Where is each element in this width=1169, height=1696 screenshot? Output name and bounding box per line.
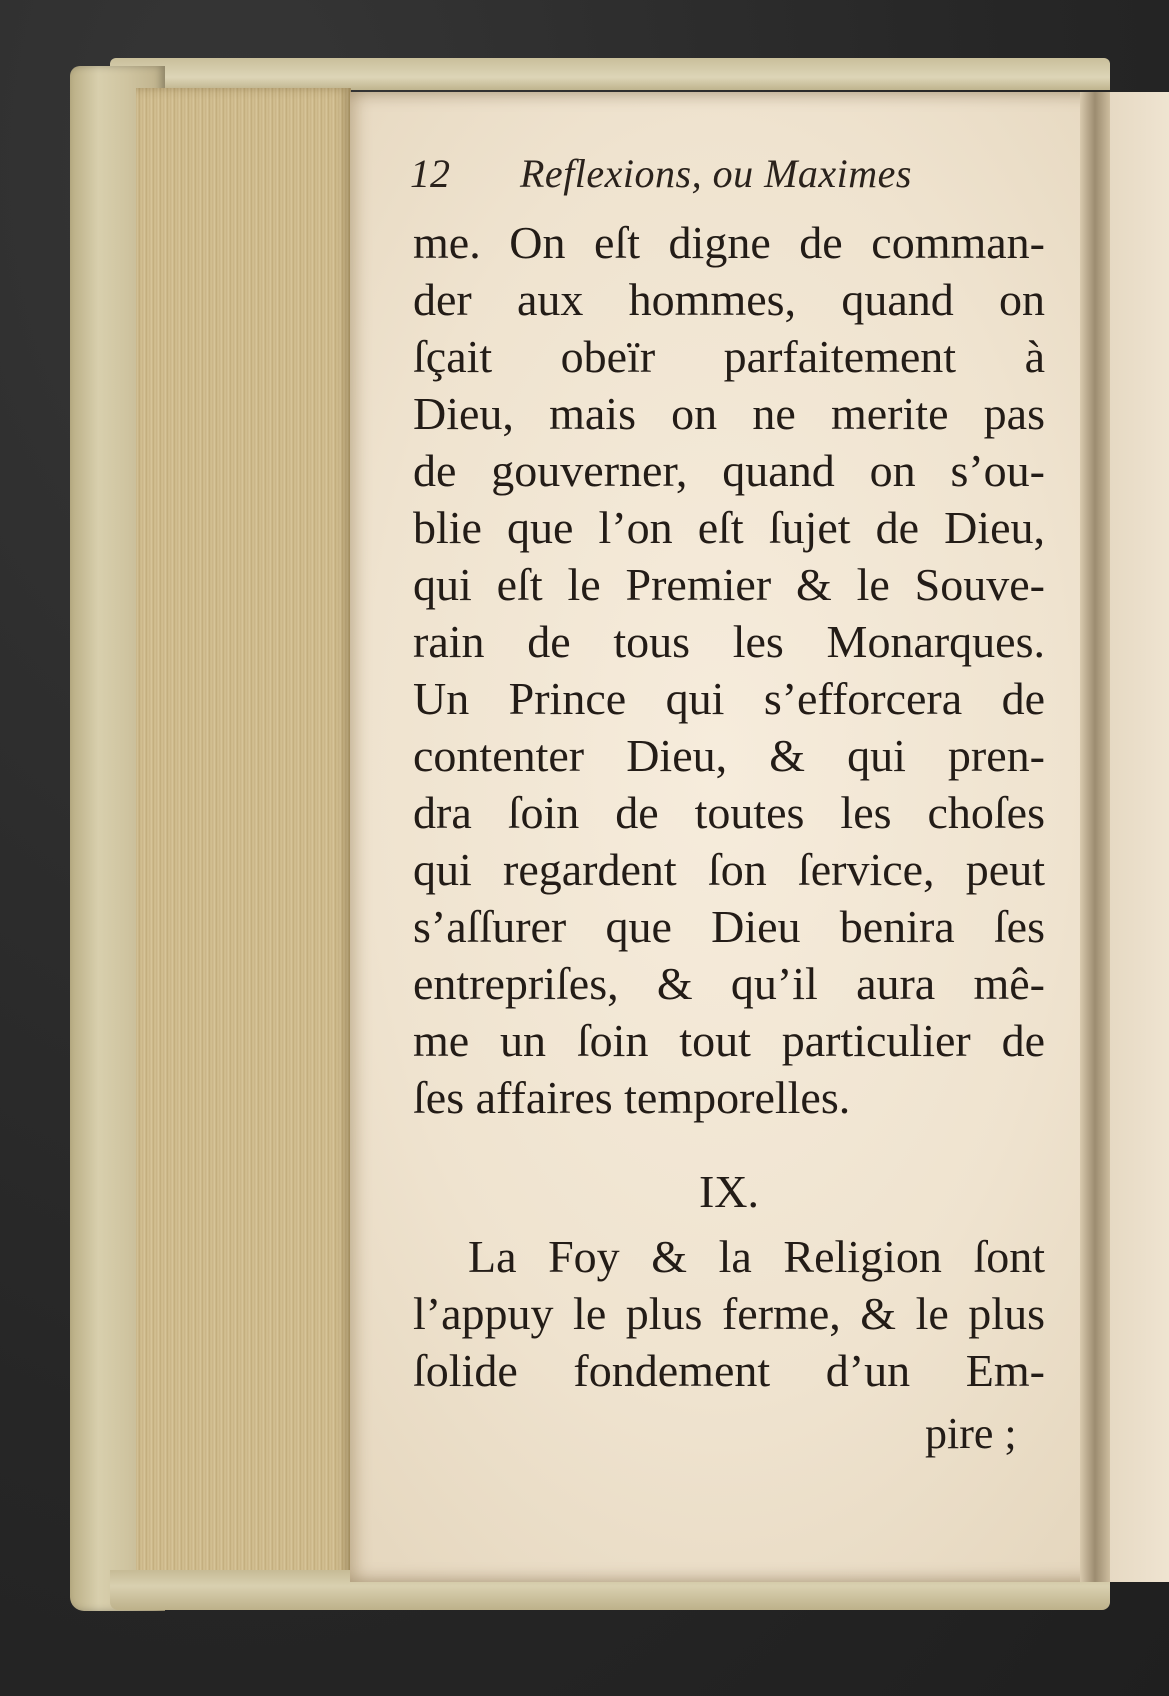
text-line: blie que l’on eſt ſujet de Dieu,: [413, 502, 1045, 553]
catchword: pire ;: [925, 1409, 1017, 1458]
body-text: [413, 214, 1045, 1126]
text-line: ſolide fondement d’un Em-: [413, 1345, 1045, 1396]
text-line: dra ſoin de toutes les choſes: [413, 787, 1045, 838]
text-line: s’aſſurer que Dieu benira ſes: [413, 901, 1045, 952]
section-heading: IX.: [698, 1166, 760, 1217]
text-line: qui regardent ſon ſervice, peut: [413, 844, 1045, 895]
text-line: ſçait obeïr parfaitement à: [413, 331, 1045, 382]
page-number: 12: [410, 151, 450, 196]
text-line: l’appuy le plus ferme, & le plus: [413, 1288, 1045, 1339]
text-line: me un ſoin tout particulier de: [413, 1015, 1045, 1066]
text-line: der aux hommes, quand on: [413, 274, 1045, 325]
gutter: [1080, 92, 1110, 1582]
text-line: de gouverner, quand on s’ou-: [413, 445, 1045, 496]
text-line: La Foy & la Religion ſont: [468, 1231, 1045, 1282]
text-line: Un Prince qui s’efforcera de: [413, 673, 1045, 724]
page-header: [410, 150, 970, 210]
text-line: Dieu, mais on ne merite pas: [413, 388, 1045, 439]
text-line: contenter Dieu, & qui pren-: [413, 730, 1045, 781]
running-title: Reflexions, ou Maximes: [520, 151, 912, 196]
text-line: ſes affaires temporelles.: [413, 1072, 851, 1123]
cover-top-edge: [110, 58, 1110, 90]
text-line: rain de tous les Monarques.: [413, 616, 1045, 667]
section-text: [413, 1228, 1045, 1399]
facing-page: [1110, 92, 1169, 1582]
text-line: me. On eſt digne de comman-: [413, 217, 1045, 268]
page-block-edge: [136, 88, 351, 1588]
text-line: qui eſt le Premier & le Souve-: [413, 559, 1045, 610]
text-line: entrepriſes, & qu’il aura mê-: [413, 958, 1045, 1009]
